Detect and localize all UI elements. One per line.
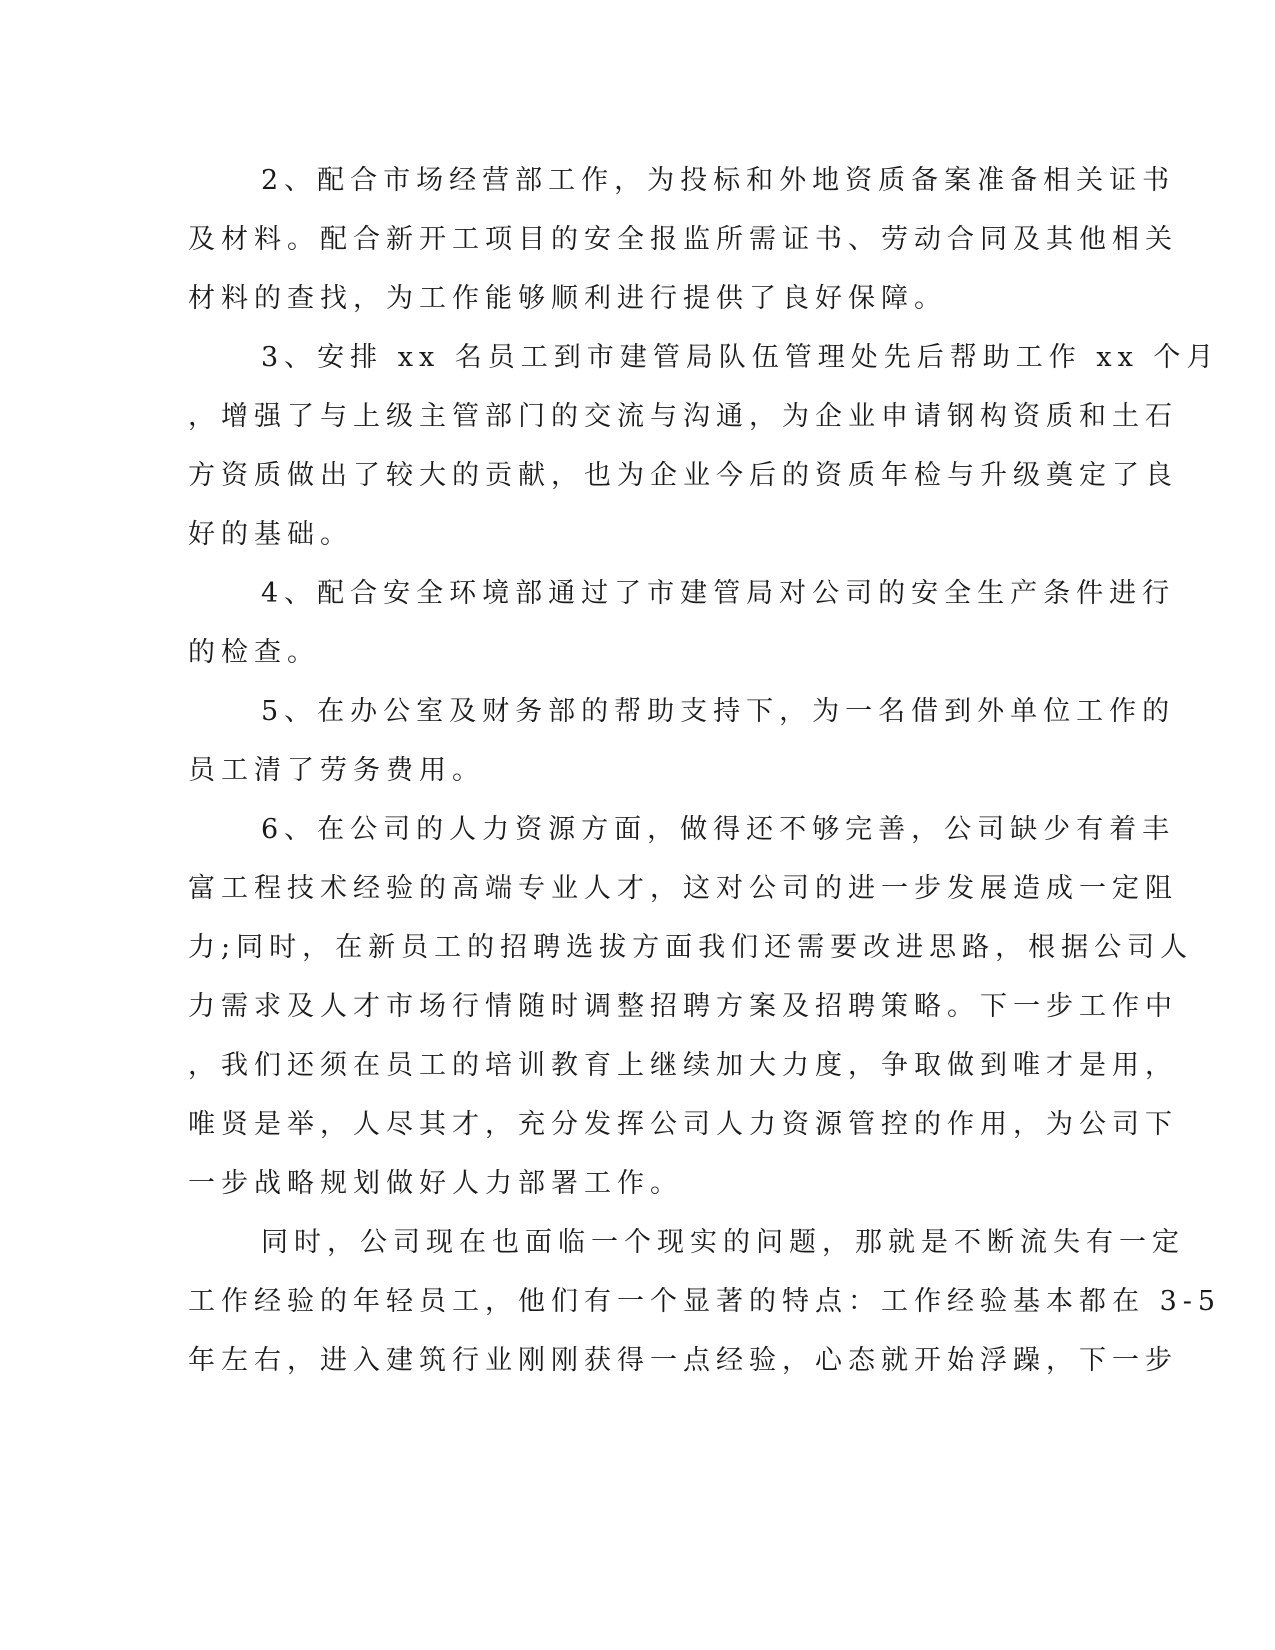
text-line: 富工程技术经验的高端专业人才，这对公司的进一步发展造成一定阻: [188, 873, 1178, 904]
text-line: 工作经验的年轻员工，他们有一个显著的特点：工作经验基本都在 3-5: [188, 1286, 1222, 1317]
text-line: ，增强了与上级主管部门的交流与沟通，为企业申请钢构资质和土石: [188, 401, 1178, 432]
text-line: 唯贤是举，人尽其才，充分发挥公司人力资源管控的作用，为公司下: [188, 1109, 1178, 1140]
text-line: 2、配合市场经营部工作，为投标和外地资质备案准备相关证书: [261, 165, 1176, 196]
text-line: 力需求及人才市场行情随时调整招聘方案及招聘策略。下一步工作中: [188, 991, 1178, 1022]
text-line: 好的基础。: [188, 519, 353, 550]
text-line: 3、安排 xx 名员工到市建管局队伍管理处先后帮助工作 xx 个月: [261, 342, 1220, 373]
text-line: 力;同时，在新员工的招聘选拔方面我们还需要改进思路，根据公司人: [188, 932, 1194, 963]
text-line: 5、在办公室及财务部的帮助支持下，为一名借到外单位工作的: [261, 696, 1176, 727]
text-line: 4、配合安全环境部通过了市建管局对公司的安全生产条件进行: [261, 578, 1176, 609]
text-line: ，我们还须在员工的培训教育上继续加大力度，争取做到唯才是用，: [188, 1050, 1178, 1081]
text-line: 方资质做出了较大的贡献，也为企业今后的资质年检与升级奠定了良: [188, 460, 1178, 491]
text-line: 一步战略规划做好人力部署工作。: [188, 1168, 683, 1199]
text-line: 员工清了劳务费用。: [188, 755, 485, 786]
text-line: 及材料。配合新开工项目的安全报监所需证书、劳动合同及其他相关: [188, 224, 1178, 255]
text-line: 材料的查找，为工作能够顺利进行提供了良好保障。: [188, 283, 947, 314]
text-line: 年左右，进入建筑行业刚刚获得一点经验，心态就开始浮躁，下一步: [188, 1345, 1178, 1376]
text-line: 同时，公司现在也面临一个现实的问题，那就是不断流失有一定: [261, 1227, 1185, 1258]
text-line: 的检查。: [188, 637, 320, 668]
text-line: 6、在公司的人力资源方面，做得还不够完善，公司缺少有着丰: [261, 814, 1176, 845]
